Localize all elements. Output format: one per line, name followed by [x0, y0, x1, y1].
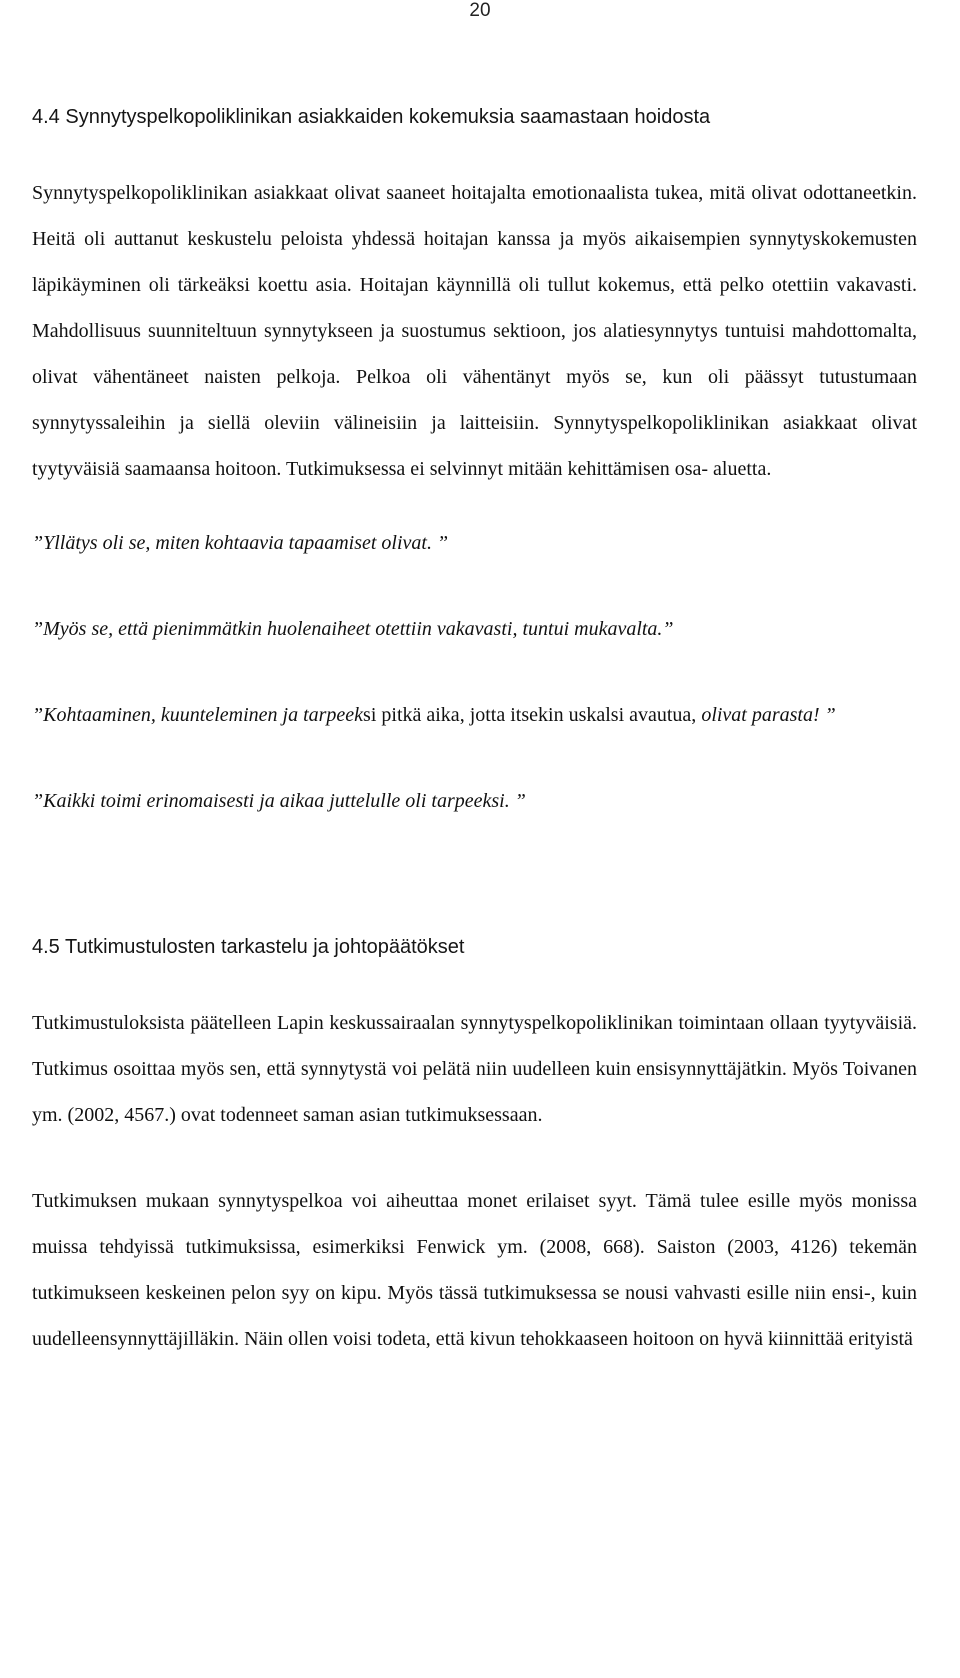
page-number: 20 [469, 0, 491, 21]
document-body [32, 104, 917, 1362]
section-4-4-paragraph: Synnytyspelkopoliklinikan asiakkaat olivat saaneet hoitajalta emotionaalista tukea, mitä olivat odottaneetkin. Heitä oli auttanut keskustelu peloista yhdessä hoitajan kanssa ja myös aikaisempien synnytyskokemusten läpikäyminen oli tärkeäksi koettu asia. Hoitajan käynnillä oli tullut kokemus, että pelko otettiin vakavasti. Mahdollisuus suunniteltuun synnytykseen ja suostumus sektioon, jos alatiesynnytys tuntuisi mahdottomalta, olivat vähentäneet naisten pelkoja. Pelkoa oli vähentänyt myös se, kun oli päässyt tutustumaan synnytyssaleihin ja siellä oleviin välineisiin ja laitteisiin. Synnytyspelkopoliklinikan asiakkaat olivat tyytyväisiä saamaansa hoitoon. Tutkimuksessa ei selvinnyt mitään kehittämisen osa- aluetta. [32, 182, 917, 480]
quote-listening-part-2: si pitkä aika, jotta itsekin uskalsi avautua, [363, 704, 697, 726]
section-4-5-paragraph-2: Tutkimuksen mukaan synnytyspelkoa voi aiheuttaa monet erilaiset syyt. Tämä tulee esille myös monissa muissa tehdyissä tutkimuksissa, esimerkiksi Fenwick ym. (2008, 668). Saiston (2003, 4126) tekemän tutkimukseen keskeinen pelon syy on kipu. Myös tässä tutkimuksessa se nousi vahvasti esille niin ensi-, kuin uudelleensynnyttäjilläkin. Näin ollen voisi todeta, että kivun tehokkaaseen hoitoon on hyvä kiinnittää erityistä [32, 1190, 917, 1350]
quote-small-worries: ”Myös se, että pienimmätkin huolenaiheet otettiin vakavasti, tuntui mukavalta.” [32, 618, 674, 640]
quote-listening [32, 692, 917, 738]
quote-listening-part-3: olivat parasta! ” [696, 704, 836, 726]
quote-listening-part-1: ”Kohtaaminen, kuunteleminen ja tarpeek [32, 704, 364, 726]
section-4-5-paragraph-1: Tutkimustuloksista päätelleen Lapin keskussairaalan synnytyspelkopoliklinikan toimintaan ollaan tyytyväisiä. Tutkimus osoittaa myös sen, että synnytystä voi pelätä niin uudelleen kuin ensisynnyttäjätkin. Myös Toivanen ym. (2002, 4567.) ovat todenneet saman asian tutkimuksessaan. [32, 1012, 917, 1126]
section-heading-4-4: 4.4 Synnytyspelkopoliklinikan asiakkaiden kokemuksia saamastaan hoidosta [32, 106, 711, 128]
quote-surprise: ”Yllätys oli se, miten kohtaavia tapaamiset olivat. ” [32, 532, 449, 554]
quote-everything-excellent: ”Kaikki toimi erinomaisesti ja aikaa juttelulle oli tarpeeksi. ” [32, 790, 526, 812]
section-heading-4-5: 4.5 Tutkimustulosten tarkastelu ja johtopäätökset [32, 936, 465, 958]
